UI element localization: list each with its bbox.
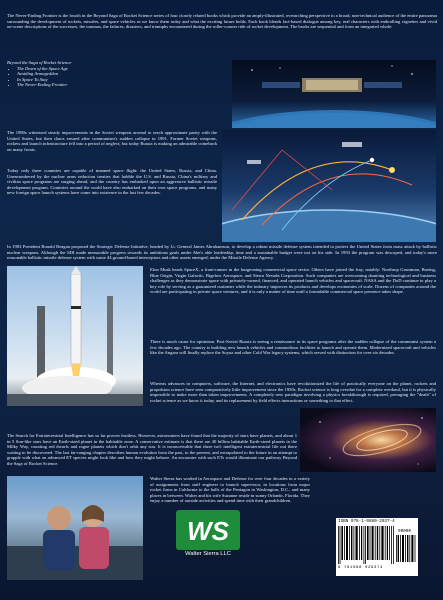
paragraph-spacex: Elon Musk heads SpaceX, a front-runner in the burgeoning commercial space sector. Others have joined the fray, notably: Northrop Grumman, Boeing, Blue Origin, Virgin Galactic, Bigelow Aerospace, and Sierra Nevada Corporation. Such companies are overcoming daunting technological and business challenges as they demonstrate space with privately-owned, financed, and operated launch vehicles and spacecraft. NASA and the DoD continue to play a key role by serving as a guaranteed customer while the industry improves its products and develops economies of scale. Dozens of companies around the world are participating in private space ventures, and it is only a matter of time until a formidable commercial space presence takes shape. <box>150 267 436 295</box>
galaxy-image <box>300 408 436 472</box>
paragraph-1980s: The 1980s witnessed steady improvements in the Soviet weapons arsenal to reach approximate parity with the United States, but then chaos ensued after communism's sudden collapse in 1991. Former Soviet weapons, rockets and launch infrastructure fell into a period of neglect; but today Russia is making an admirable comeback on many fronts. <box>7 130 217 152</box>
price-code: 90000 <box>398 529 411 534</box>
publisher-name: Walter Sierra LLC <box>185 551 231 557</box>
saga-item: • In Space To Stay <box>17 77 127 83</box>
spacecraft-orbit-image <box>232 60 436 128</box>
paragraph-rocket-science: Whereas advances in computers, software, the Internet, and electronics have revolutionized the life of practically everyone on the planet, rockets and propulsion science have seen comparatively little improvement since the 1950s. Rocket science is long overdue for a complete overhaul, but it is physically impossible to make more than token improvements. A completely new paradigm involving a physics breakthrough is required, presaging the "death" of rocket science as we know it today, and its replacement by field effects interactions or something to that effect. <box>150 381 437 403</box>
author-photo <box>7 476 143 580</box>
paragraph-seti: The Search for Extraterrestrial Intelligence has so far proven fruitless. However, astronomers have found that the majority of stars have planets, and about 1 in 5 Sun-like stars have an Earth-sized planet in the habitable zone. A conservative estimate is that there are 40 billion habitable Earth-sized planets in the Milky Way, counting red dwarfs and rogue planets which don't orbit any star. It is inconceivable that there isn't intelligent extraterrestrial life out there waiting to be discovered. The last far-ranging chapter describes human evolution from the past, to the present, and extrapolated to the future in an attempt to grapple with what an advanced ET species might look like and how they might behave. An encounter with such ETs would illuminate our pathway Beyond the Saga of Rocket Science. <box>7 433 297 466</box>
saga-title: Beyond the Saga of Rocket Science <box>7 60 72 65</box>
saga-item: • Avoiding Armageddon <box>17 71 127 77</box>
saga-list <box>7 66 127 88</box>
isbn-text: ISBN 978-1-0880-2937-4 <box>338 519 395 524</box>
publisher-logo <box>176 510 240 550</box>
logo-text: WS <box>187 516 229 546</box>
saga-item: • The Never-Ending Frontier <box>17 82 127 88</box>
missile-defense-image <box>222 130 436 242</box>
saga-list-block <box>7 60 127 88</box>
rocket-launch-image <box>7 266 143 406</box>
paragraph-optimism: There is much cause for optimism. Post-Soviet Russia is seeing a renaissance in its space programs after the sudden collapse of the communist system a few decades ago. The country is building new launch vehicles and commodious facilities to launch and operate them. Modernized spacecraft and vehicles like the Angara will finally replace the Soyuz and other Cold War legacy systems, which served with distinction for over six decades. <box>150 339 436 356</box>
paragraph-today: Today only three countries are capable of manned space flight: the United States, Russia, and China. Unencumbered by the nuclear arms reduction treaties that hobble the U.S. and Russia, China's military and civilian space programs are surging ahead, and the country has embarked upon an aggressive ballistic missile development program. Countries around the world have also embarked on their own space programs, and many new foreign space launch systems have come into existence in the last few decades. <box>7 168 217 196</box>
saga-item: • The Dawn of the Space Age <box>17 66 127 72</box>
paragraph-reagan-sdi: In 1983 President Ronald Reagan proposed the Strategic Defense Initiative, headed by Lt. General James Abrahamson, to develop a robust missile defense system intended to protect the United States from mass attack by ballistic nuclear weapons. Although the SDI made measurable progress towards its ambitious goals under Abe's able leadership, time and a sustainable budget were not on his side. In 1993 the program was descoped, and today's more reasonable ballistic missile defense system with some 44 ground-based interceptors and other assets emerged, under the Missile Defense Agency. <box>7 244 437 261</box>
price-bars <box>396 535 416 562</box>
author-bio: Walter Sierra has worked in Aerospace and Defense for over four decades in a variety of assignments from staff engineer to branch supervisor, in locations from major rocket firms in California to the halls of the Pentagon in Washington, D.C., and many places in between. Walter and his wife Suzanne reside in sunny Orlando, Florida. They enjoy a number of outside activities and spend time with their grandchildren. <box>150 476 310 504</box>
intro-paragraph: The Never-Ending Frontier is the fourth in the Beyond Saga of Rocket Science series of four closely related books which provide an amply-illustrated, overarching perspective to a broad, non-technical audience of the entire panorama surrounding the development of rockets, missiles, and space vehicles as we know them today and what the exciting future holds. Each book blends fact-based dialogue among key, real characters with enthralling vignettes and vivid on-scene descriptions of the successes, the traumas, the failures, disasters, and triumphs encountered during the roller-coaster ride of rocket development. The books are sequential and form an integrated whole: <box>7 13 437 30</box>
barcode-bars <box>338 526 394 564</box>
ean-digits: 9 781088 029374 <box>338 566 384 570</box>
